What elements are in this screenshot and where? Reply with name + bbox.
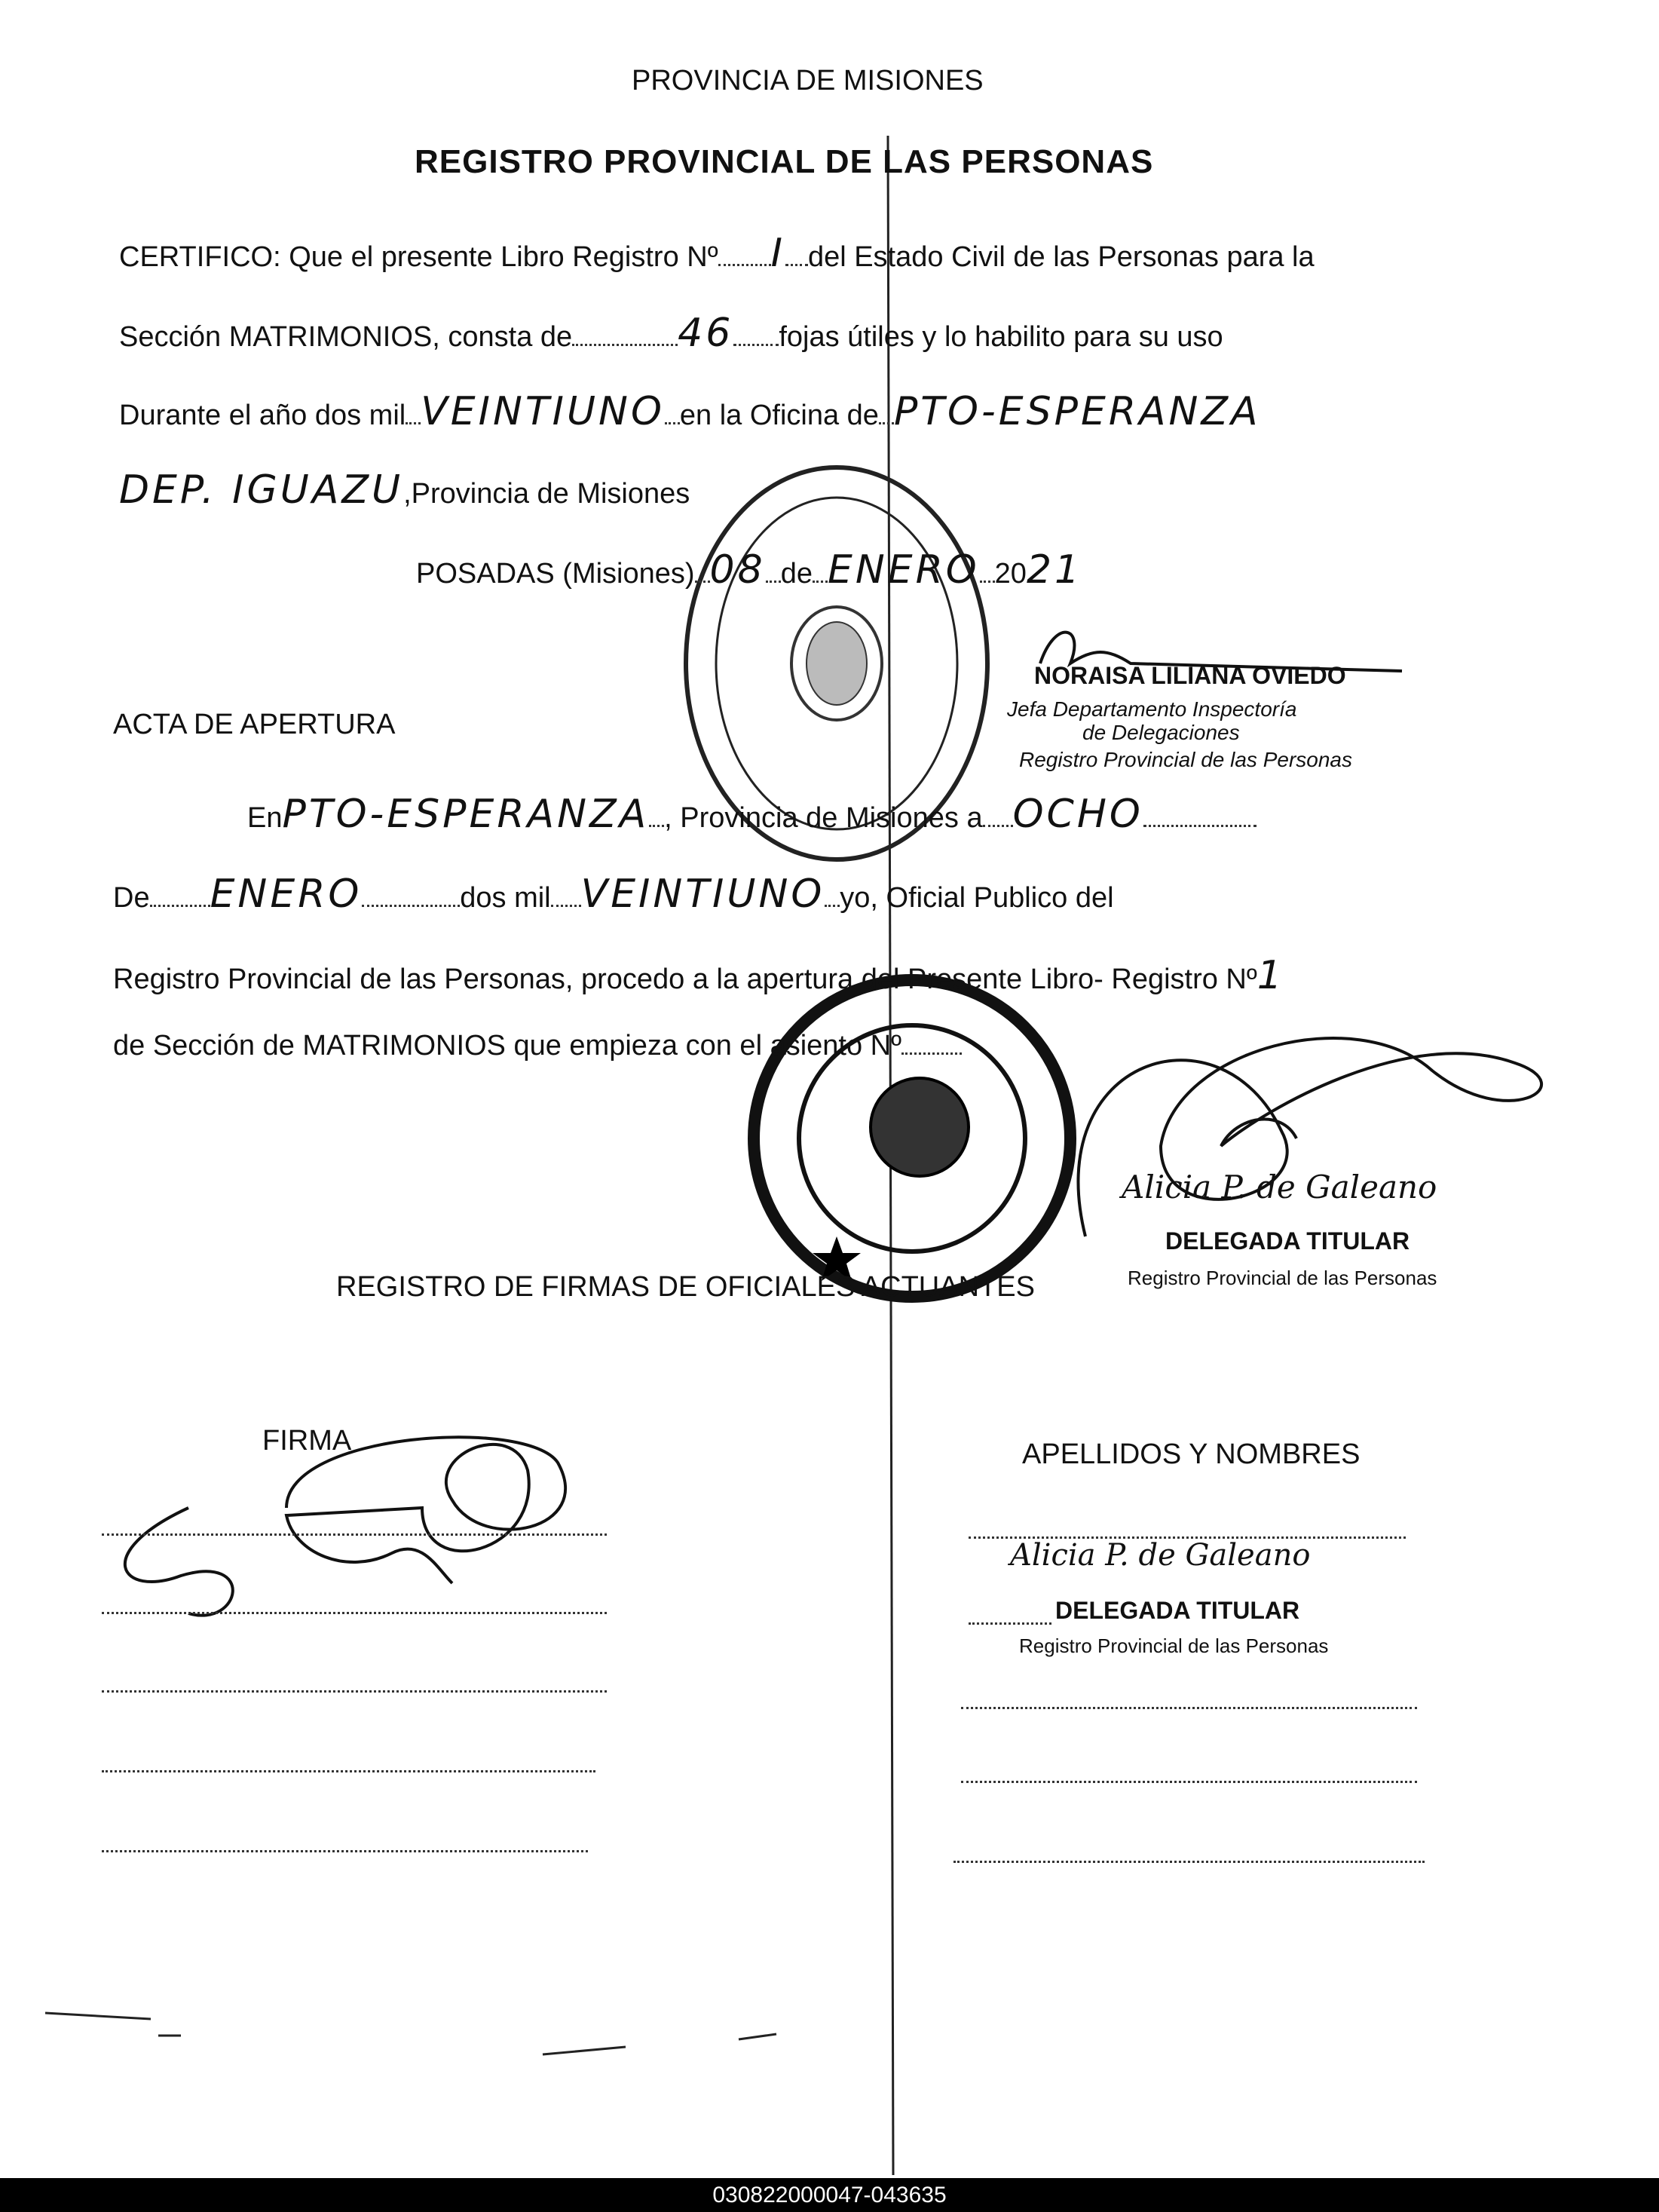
province-title: PROVINCIA DE MISIONES	[632, 65, 984, 97]
signatory1-org: Registro Provincial de las Personas	[1019, 748, 1352, 771]
cert-text: fojas útiles y lo habilito para su uso	[779, 321, 1223, 353]
acta-line-2	[113, 872, 1114, 917]
cert-text: Durante el año dos mil	[119, 400, 406, 431]
cert-text: en la Oficina de	[679, 400, 879, 431]
acta-text: Registro Provincial de las Personas, procedo a la apertura del Presente Libro- Registro Nº	[113, 964, 1257, 995]
department-name: DEP. IGUAZU	[119, 467, 404, 513]
signatory1-dept: de Delegaciones	[1082, 721, 1240, 744]
acta-text: De	[113, 882, 150, 914]
cert-line-3	[119, 389, 1261, 434]
nombre-org: Registro Provincial de las Personas	[1019, 1634, 1329, 1657]
nombre-line	[969, 1621, 1051, 1625]
fojas-count: 46	[678, 311, 734, 356]
acta-place: PTO-ESPERANZA	[282, 792, 650, 837]
nombre-line	[953, 1859, 1425, 1863]
acta-month: ENERO	[210, 872, 363, 917]
registry-title: REGISTRO PROVINCIAL DE LAS PERSONAS	[415, 143, 1154, 180]
firma-signature	[125, 1437, 565, 1615]
nombre-line	[961, 1779, 1417, 1783]
cert-line-4	[119, 467, 690, 513]
cert-text: ,Provincia de Misiones	[403, 478, 690, 510]
nombre-role: DELEGADA TITULAR	[1055, 1597, 1300, 1624]
acta-year-words: VEINTIUNO	[580, 872, 825, 917]
firma-line	[102, 1689, 607, 1693]
book-number: I	[770, 231, 785, 276]
signatory2-org: Registro Provincial de las Personas	[1128, 1267, 1437, 1289]
cert-line-2	[119, 311, 1223, 356]
cert-line-1	[119, 231, 1315, 276]
apellidos-heading: APELLIDOS Y NOMBRES	[1022, 1438, 1361, 1470]
acta-text: En	[247, 802, 283, 834]
acta-line-3	[113, 953, 1285, 998]
acta-text: , Provincia de Misiones a	[664, 802, 983, 834]
cert-text: CERTIFICO: Que el presente Libro Registro Nº	[119, 241, 718, 273]
cert-text: POSADAS (Misiones)	[416, 558, 695, 590]
firma-line	[102, 1849, 588, 1852]
year-prefix: 20	[994, 558, 1027, 590]
signatory1-name: NORAISA LILIANA OVIEDO	[1034, 662, 1346, 689]
acta-text: de Sección de MATRIMONIOS que empieza con el asiento Nº	[113, 1030, 901, 1062]
firma-line	[102, 1532, 607, 1536]
office-name: PTO-ESPERANZA	[893, 389, 1261, 434]
acta-text: yo, Oficial Publico del	[840, 882, 1114, 914]
signatory1-role: Jefa Departamento Inspectoría	[1007, 697, 1297, 721]
day-number: 08	[709, 547, 766, 593]
delegation-stamp	[754, 980, 1070, 1297]
acta-line-4	[113, 1030, 962, 1062]
acta-book-number: 1	[1256, 953, 1285, 998]
signature-galeano	[1078, 1038, 1541, 1236]
cert-text: del Estado Civil de las Personas para la	[807, 241, 1315, 273]
acta-heading: ACTA DE APERTURA	[113, 709, 396, 740]
document-id-footer: 030822000047-043635	[0, 2178, 1659, 2212]
nombre-signatory: Alicia P. de Galeano	[1010, 1538, 1311, 1573]
acta-line-1	[247, 792, 1256, 837]
firma-heading: FIRMA	[262, 1425, 352, 1457]
signatory2-name: Alicia P. de Galeano	[1122, 1169, 1437, 1206]
firma-line	[102, 1769, 595, 1772]
nombre-line	[961, 1705, 1417, 1709]
cert-text: de	[780, 558, 813, 590]
signatory2-role: DELEGADA TITULAR	[1165, 1227, 1410, 1255]
cert-line-5	[416, 547, 1082, 593]
acta-day-words: OCHO	[1012, 792, 1143, 837]
month-name: ENERO	[828, 547, 980, 593]
cert-text: Sección MATRIMONIOS, consta de	[119, 321, 573, 353]
stray-marks	[45, 2013, 776, 2054]
signatures-title: REGISTRO DE FIRMAS DE OFICIALES ACTUANTES	[336, 1271, 1035, 1303]
firma-line	[102, 1610, 607, 1614]
acta-text: dos mil	[460, 882, 551, 914]
year-suffix: 21	[1026, 547, 1083, 593]
year-words: VEINTIUNO	[421, 389, 665, 434]
